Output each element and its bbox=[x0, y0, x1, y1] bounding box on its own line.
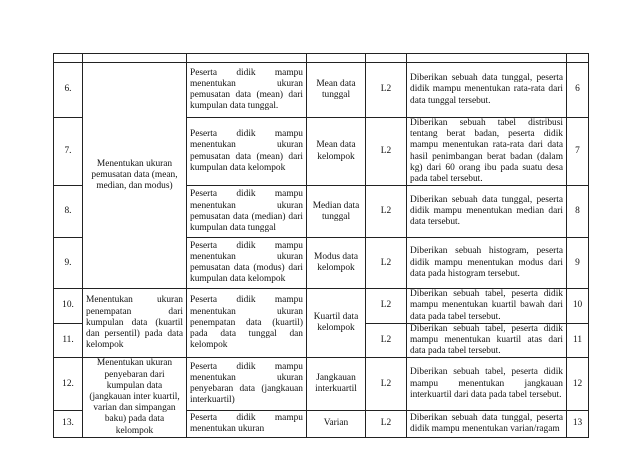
soal-cell: Diberikan sebuah tabel, peserta didik mampu menentukan kuartil bawah dari data pada tabel tersebut. bbox=[407, 289, 567, 324]
soal-cell: Diberikan sebuah data tunggal, peserta didik mampu menentukan varian/ragam bbox=[407, 411, 567, 438]
row-number: 13. bbox=[54, 411, 83, 438]
indikator-cell: Peserta didik mampu menentukan ukuran pemusatan data (mean) dari kumpulan data tunggal. bbox=[187, 63, 307, 118]
no-soal-cell: 8 bbox=[567, 186, 589, 238]
no-soal-cell: 11 bbox=[567, 323, 589, 358]
no-soal-cell: 10 bbox=[567, 289, 589, 324]
table-row bbox=[54, 358, 589, 411]
level-cell: L2 bbox=[366, 63, 407, 118]
table-row bbox=[54, 63, 589, 118]
no-soal-cell: 13 bbox=[567, 411, 589, 438]
soal-cell: Diberikan sebuah tabel distribusi tentang berat badan, peserta didik mampu menentukan rata-rata dari data hasil penimbangan berat badan (dalam kg) dari 60 orang ibu pada suatu desa pada tabel tersebut. bbox=[407, 118, 567, 186]
materi-cell: Varian bbox=[307, 411, 366, 438]
kd-penyebaran-cell: Menentukan ukuran penyebaran dari kumpulan data (jangkauan inter kuartil, varian dan simpangan baku) pada data kelompok bbox=[83, 358, 187, 437]
kd-kuartil-cell: Menentukan ukuran penempatan dari kumpulan data (kuartil dan persentil) pada data kelompok bbox=[83, 289, 187, 358]
kd-pemusatan-cell: Menentukan ukuran pemusatan data (mean, median, dan modus) bbox=[83, 63, 187, 289]
level-cell: L2 bbox=[366, 358, 407, 411]
indikator-cell: Peserta didik mampu menentukan ukuran pemusatan data (modus) dari kumpulan data kelompok bbox=[187, 238, 307, 289]
materi-cell: Mean data tunggal bbox=[307, 63, 366, 118]
no-soal-cell: 6 bbox=[567, 63, 589, 118]
table-row bbox=[54, 289, 589, 324]
kisi-kisi-table bbox=[53, 53, 589, 438]
indikator-cell: Peserta didik mampu menentukan ukuran penyebaran data (jangkauan interkuartil) bbox=[187, 358, 307, 411]
row-number: 10. bbox=[54, 289, 83, 324]
row-number: 6. bbox=[54, 63, 83, 118]
level-cell: L2 bbox=[366, 118, 407, 186]
header-stub-row bbox=[54, 54, 589, 63]
materi-cell: Mean data kelompok bbox=[307, 118, 366, 186]
indikator-cell: Peserta didik mampu menentukan ukuran penempatan data (kuartil) pada data tunggal dan kelompok bbox=[187, 289, 307, 358]
soal-cell: Diberikan sebuah data tunggal, peserta didik mampu menentukan rata-rata dari data tunggal tersebut. bbox=[407, 63, 567, 118]
row-number: 9. bbox=[54, 238, 83, 289]
soal-cell: Diberikan sebuah tabel, peserta didik mampu menentukan jangkauan interkuartil dari data pada tabel tersebut. bbox=[407, 358, 567, 411]
soal-cell: Diberikan sebuah data tunggal, peserta didik mampu menentukan median dari data tersebut. bbox=[407, 186, 567, 238]
materi-cell: Kuartil data kelompok bbox=[307, 289, 366, 358]
indikator-cell: Peserta didik mampu menentukan ukuran bbox=[187, 411, 307, 438]
soal-cell: Diberikan sebuah tabel, peserta didik mampu menentukan kuartil atas dari data pada tabel tersebut. bbox=[407, 323, 567, 358]
no-soal-cell: 12 bbox=[567, 358, 589, 411]
level-cell: L2 bbox=[366, 289, 407, 324]
level-cell: L2 bbox=[366, 238, 407, 289]
level-cell: L2 bbox=[366, 186, 407, 238]
row-number: 8. bbox=[54, 186, 83, 238]
materi-cell: Modus data kelompok bbox=[307, 238, 366, 289]
level-cell: L2 bbox=[366, 411, 407, 438]
materi-cell: Median data tunggal bbox=[307, 186, 366, 238]
no-soal-cell: 7 bbox=[567, 118, 589, 186]
row-number: 7. bbox=[54, 118, 83, 186]
materi-cell: Jangkauan interkuartil bbox=[307, 358, 366, 411]
level-cell: L2 bbox=[366, 323, 407, 358]
row-number: 11. bbox=[54, 323, 83, 358]
indikator-cell: Peserta didik mampu menentukan ukuran pemusatan data (mean) dari kumpulan data kelompok bbox=[187, 118, 307, 186]
no-soal-cell: 9 bbox=[567, 238, 589, 289]
soal-cell: Diberikan sebuah histogram, peserta didik mampu menentukan modus dari data pada histogram tersebut. bbox=[407, 238, 567, 289]
row-number: 12. bbox=[54, 358, 83, 411]
indikator-cell: Peserta didik mampu menentukan ukuran pemusatan data (median) dari kumpulan data tunggal bbox=[187, 186, 307, 238]
